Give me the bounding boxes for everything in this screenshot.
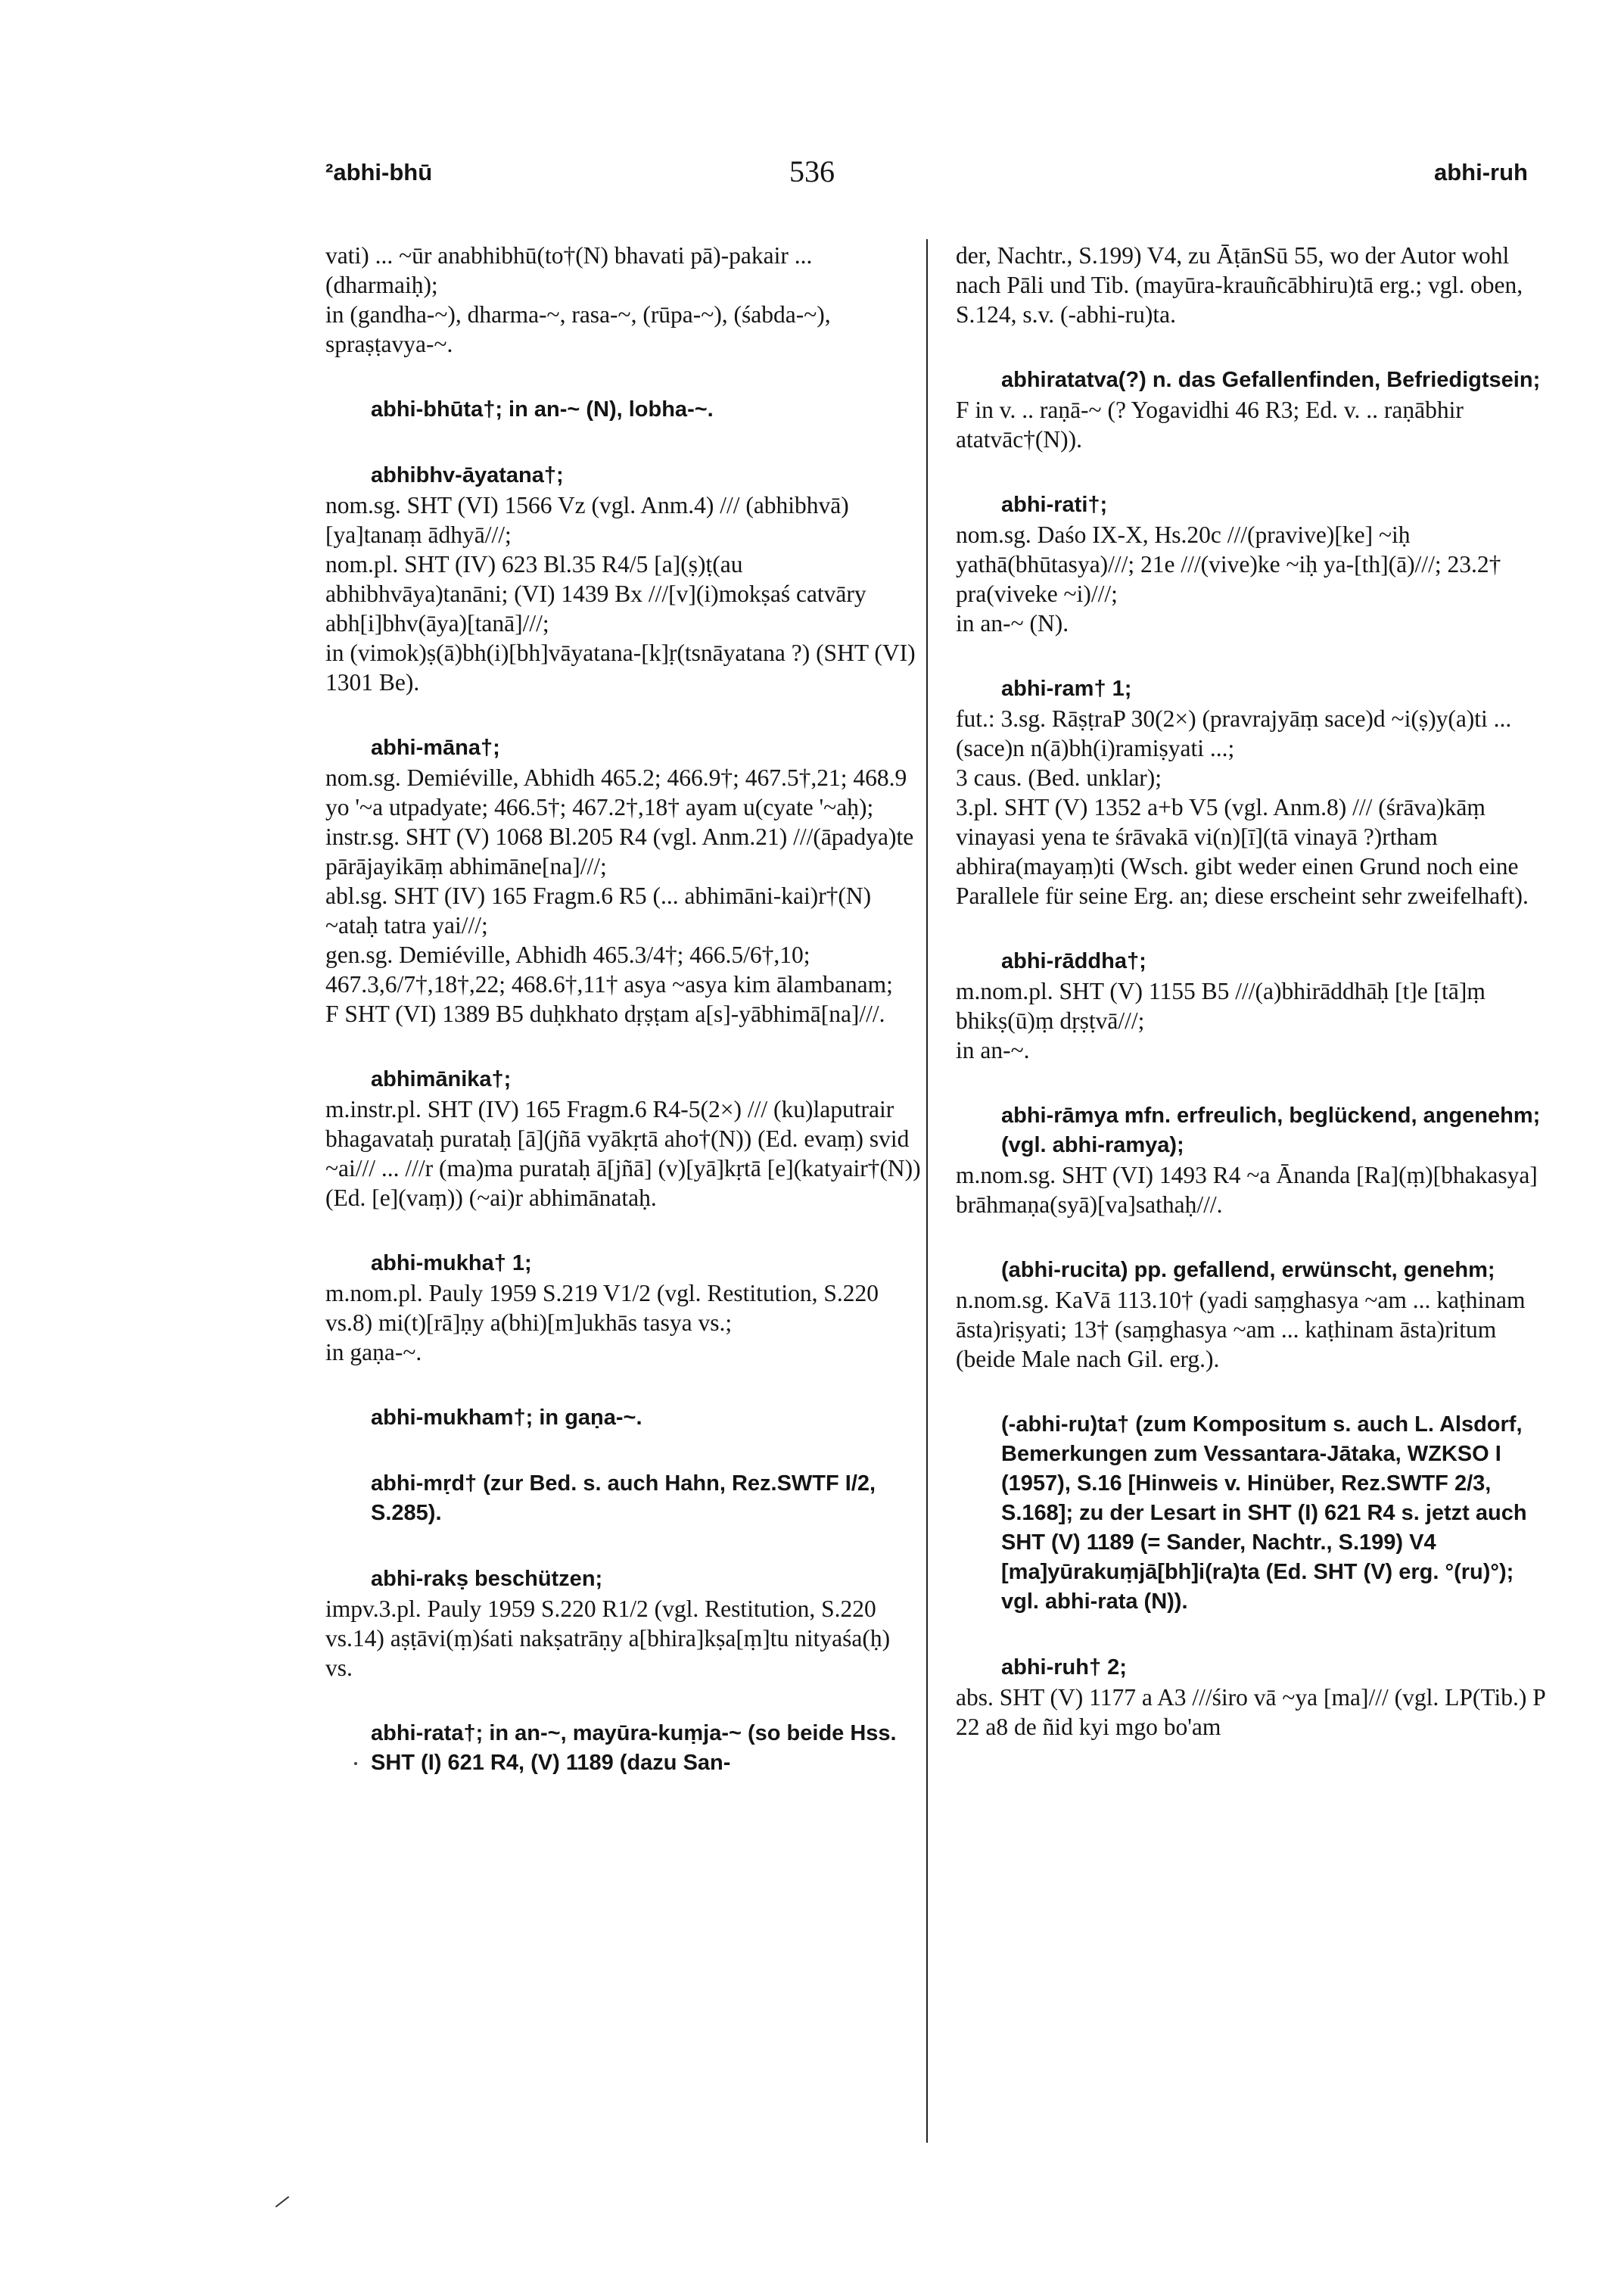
dictionary-entry bbox=[325, 1249, 922, 1367]
entry-line: instr.sg. SHT (V) 1068 Bl.205 R4 (vgl. Anm.21) ///(āpadya)te pārājayikāṃ abhimāne[na]///; bbox=[325, 823, 914, 879]
dictionary-entry bbox=[325, 1719, 922, 1778]
entry-line: F SHT (VI) 1389 B5 duḥkhato dṛṣṭam a[s]-yābhimā[na]///. bbox=[325, 1001, 885, 1027]
entry-headword: abhi-mṛd† (zur Bed. s. auch Hahn, Rez.SWTF I/2, S.285). bbox=[371, 1471, 876, 1525]
entry-line: m.nom.sg. SHT (VI) 1493 R4 ~a Ānanda [Ra](ṃ)[bhakasya] brāhmaṇa(syā)[va]sathaḥ///. bbox=[956, 1162, 1538, 1218]
entry-line: nom.sg. Demiéville, Abhidh 465.2; 466.9†; 467.5†,21; 468.9 yo '~a utpadyate; 466.5†; 467.2†,18† ayam u(cyate '~aḥ); bbox=[325, 764, 907, 820]
right-column bbox=[956, 241, 1552, 1778]
entry-line: der, Nachtr., S.199) V4, zu ĀṭānSū 55, wo der Autor wohl nach Pāli und Tib. (mayūra-krauñcābhiru)tā erg.; vgl. oben, S.124, s.v. (-abhi-ru)ta. bbox=[956, 242, 1523, 328]
entry-headword: abhi-rāmya mfn. erfreulich, beglückend, angenehm; (vgl. abhi-ramya); bbox=[1001, 1104, 1541, 1157]
entry-headword: abhiratatva(?) n. das Gefallenfinden, Befriedigtsein; bbox=[1001, 368, 1541, 392]
left-column bbox=[325, 241, 922, 1814]
dictionary-entry bbox=[956, 674, 1552, 911]
entry-headword: abhi-rakṣ beschützen; bbox=[371, 1567, 603, 1591]
entry-line: nom.sg. SHT (VI) 1566 Vz (vgl. Anm.4) /// (abhibhvā)[ya]tanaṃ ādhyā///; bbox=[325, 492, 849, 548]
dictionary-entry bbox=[325, 1065, 922, 1213]
entry-headword: abhi-bhūta†; in an-~ (N), lobha-~. bbox=[371, 397, 714, 422]
entry-headword: (-abhi-ru)ta† (zum Kompositum s. auch L. Alsdorf, Bemerkungen zum Vessantara-Jātaka, WZKSO I (1957), S.16 [Hinweis v. Hinüber, Rez.SWTF 2/3, S.168]; zu der Lesart in SHT (I) 621 R4 s. jetzt auch SHT (V) 1189 (= Sander, Nachtr., S.199) V4 [ma]yūrakuṃjā[bh]i(ra)ta (Ed. SHT (V) erg. °(ru)°); vgl. abhi-rata (N)). bbox=[1001, 1412, 1527, 1614]
entry-line: 3.pl. SHT (V) 1352 a+b V5 (vgl. Anm.8) /// (śrāva)kāṃ vinayasi yena te śrāvakā vi(n)[ī](tā vinayā ?)rtham abhira(mayaṃ)ti (Wsch. gibt weder einen Grund noch eine Parallele für seine Erg. an; diese erscheint sehr zweifelhaft). bbox=[956, 794, 1529, 909]
dictionary-entry bbox=[325, 1564, 922, 1683]
dictionary-entry bbox=[956, 947, 1552, 1065]
entry-line: m.instr.pl. SHT (IV) 165 Fragm.6 R4-5(2×) /// (ku)laputrair bhagavataḥ purataḥ [ā](jñā vyākṛtā aho†(N)) (Ed. evaṃ) svid ~ai/// ... ///r (ma)ma purataḥ ā[jñā] (v)[yā]kṛtā [e](katyair†(N)) (Ed. [e](vaṃ)) (~ai)r abhimānataḥ. bbox=[325, 1096, 921, 1211]
dictionary-entry bbox=[325, 1403, 922, 1433]
column-divider bbox=[926, 239, 928, 2143]
entry-line: vati) ... ~ūr anabhibhū(to†(N) bhavati pā)-pakair ... (dharmaiḥ); bbox=[325, 242, 813, 298]
entry-line: impv.3.pl. Pauly 1959 S.220 R1/2 (vgl. Restitution, S.220 vs.14) aṣṭāvi(ṃ)śati nakṣatrāṇy a[bhira]kṣa[ṃ]tu nityaśa(ḥ) vs. bbox=[325, 1596, 891, 1681]
entry-line: gen.sg. Demiéville, Abhidh 465.3/4†; 466.5/6†,10; 467.3,6/7†,18†,22; 468.6†,11† asya ~asya kim ālambanam; bbox=[325, 942, 893, 998]
entry-headword: abhimānika†; bbox=[371, 1067, 512, 1091]
dictionary-entry bbox=[956, 1410, 1552, 1617]
entry-line: in (gandha-~), dharma-~, rasa-~, (rūpa-~), (śabda-~), spraṣṭavya-~. bbox=[325, 301, 831, 357]
entry-line: in gaṇa-~. bbox=[325, 1339, 422, 1365]
entry-headword: abhi-rāddha†; bbox=[1001, 949, 1146, 973]
entry-line: abl.sg. SHT (IV) 165 Fragm.6 R5 (... abhimāni-kai)r†(N) ~ataḥ tatra yai///; bbox=[325, 883, 872, 939]
entry-headword: abhi-rata†; in an-~, mayūra-kuṃja-~ (so beide Hss. SHT (I) 621 R4, (V) 1189 (dazu San- bbox=[371, 1721, 897, 1775]
stray-mark bbox=[275, 2196, 290, 2207]
entry-line: nom.pl. SHT (IV) 623 Bl.35 R4/5 [a](ṣ)ṭ(au abhibhvāya)tanāni; (VI) 1439 Bx ///[v](i)mokṣaś catvāry abh[i]bhv(āya)[tanā]///; bbox=[325, 551, 866, 637]
entry-line: in an-~ (N). bbox=[956, 610, 1069, 637]
header-right-guideword: abhi-ruh bbox=[1434, 159, 1528, 185]
dictionary-entry bbox=[956, 1653, 1552, 1742]
dictionary-entry bbox=[325, 1469, 922, 1528]
entry-headword: abhibhv-āyatana†; bbox=[371, 463, 564, 487]
entry-headword: abhi-rati†; bbox=[1001, 493, 1108, 517]
entry-headword: abhi-mukha† 1; bbox=[371, 1251, 532, 1275]
dictionary-entry bbox=[956, 366, 1552, 454]
entry-line: m.nom.pl. Pauly 1959 S.219 V1/2 (vgl. Restitution, S.220 vs.8) mi(t)[rā]ṇy a(bhi)[m]ukhās tasya vs.; bbox=[325, 1280, 879, 1336]
entry-headword: abhi-mukham†; in gaṇa-~. bbox=[371, 1406, 642, 1430]
dictionary-entry bbox=[956, 1101, 1552, 1219]
entry-headword: abhi-ruh† 2; bbox=[1001, 1655, 1127, 1680]
dictionary-entry bbox=[956, 1256, 1552, 1374]
entry-headword: abhi-māna†; bbox=[371, 736, 500, 760]
dictionary-entry bbox=[325, 733, 922, 1029]
dictionary-entry bbox=[956, 241, 1552, 329]
page-number: 536 bbox=[789, 154, 835, 188]
dictionary-entry bbox=[956, 490, 1552, 638]
stray-dot bbox=[354, 1762, 357, 1765]
entry-line: in (vimok)ṣ(ā)bh(i)[bh]vāyatana-[k]ṛ(tsnāyatana ?) (SHT (VI) 1301 Be). bbox=[325, 640, 916, 696]
dictionary-entry bbox=[325, 395, 922, 425]
entry-headword: abhi-ram† 1; bbox=[1001, 677, 1132, 701]
entry-line: F in v. .. raṇā-~ (? Yogavidhi 46 R3; Ed. v. .. raṇābhir atatvāc†(N)). bbox=[956, 397, 1464, 453]
dictionary-entry bbox=[325, 241, 922, 359]
header-left-guideword: ²abhi-bhū bbox=[325, 159, 433, 185]
entry-line: m.nom.pl. SHT (V) 1155 B5 ///(a)bhirāddhāḥ [t]e [tā]ṃ bhikṣ(ū)ṃ dṛṣṭvā///; bbox=[956, 978, 1486, 1034]
entry-line: in an-~. bbox=[956, 1037, 1030, 1063]
entry-line: 3 caus. (Bed. unklar); bbox=[956, 764, 1162, 791]
entry-line: n.nom.sg. KaVā 113.10† (yadi saṃghasya ~am ... kaṭhinam āsta)riṣyati; 13† (saṃghasya ~am ... kaṭhinam āsta)ritum (beide Male nach Gil. erg.). bbox=[956, 1287, 1526, 1372]
entry-line: nom.sg. Daśo IX-X, Hs.20c ///(pravive)[ke] ~iḥ yathā(bhūtasya)///; 21e ///(vive)ke ~iḥ ya-[th](ā)///; 23.2† pra(viveke ~i)///; bbox=[956, 521, 1501, 607]
entry-line: abs. SHT (V) 1177 a A3 ///śiro vā ~ya [ma]/// (vgl. LP(Tib.) P 22 a8 de ñid kyi mgo bo'am bbox=[956, 1684, 1545, 1740]
entry-line: fut.: 3.sg. RāṣṭraP 30(2×) (pravrajyāṃ sace)d ~i(ṣ)y(a)ti ... (sace)n n(ā)bh(i)ramiṣyati ...; bbox=[956, 705, 1512, 761]
dictionary-entry bbox=[325, 461, 922, 697]
entry-headword: (abhi-rucita) pp. gefallend, erwünscht, genehm; bbox=[1001, 1258, 1495, 1282]
